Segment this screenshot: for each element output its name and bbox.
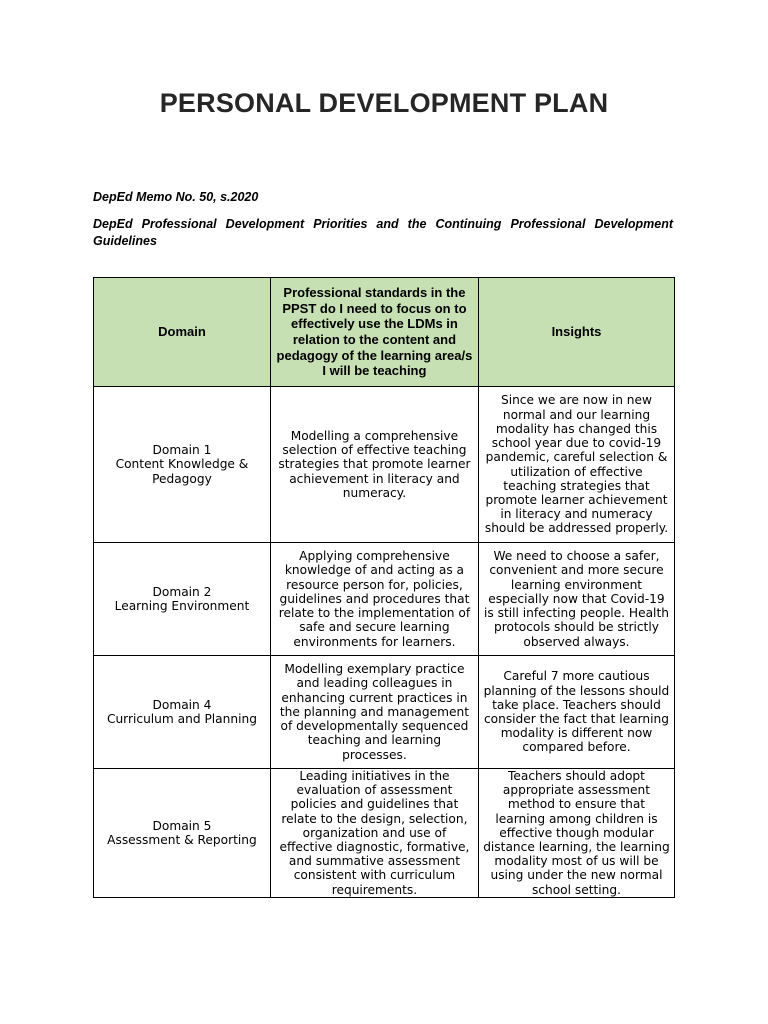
header-standards: Professional standards in the PPST do I need to focus on to effectively use the LDMs in relation to the content and pedagogy of the learning area/s I will be teaching [270,278,478,387]
domain-name: Learning Environment [114,599,250,613]
domain-cell [94,387,271,543]
insight-cell: Since we are now in new normal and our learning modality has changed this school year due to covid-19 pandemic, careful selection & utilization of effective teaching strategies that promote learner achievement in literacy and numeracy should be addressed properly. [478,387,674,543]
domain-number: Domain 2 [152,584,212,599]
insight-cell: We need to choose a safer, convenient and more secure learning environment especially now that Covid-19 is still infecting people. Health protocols should be strictly observed always. [478,543,674,656]
table-row [94,769,675,898]
insight-cell: Careful 7 more cautious planning of the lessons should take place. Teachers should consider the fact that learning modality is different now compared before. [478,656,674,769]
insight-cell: Teachers should adopt appropriate assessment method to ensure that learning among children is effective though modular distance learning, the learning modality most of us will be using under the new normal school setting. [478,769,674,898]
table-row [94,656,675,769]
domain-name: Content Knowledge & Pedagogy [115,457,249,486]
standard-cell: Leading initiatives in the evaluation of assessment policies and guidelines that relate to the design, selection, organization and use of effective diagnostic, formative, and summative assessment consistent with curriculum requirements. [270,769,478,898]
header-domain: Domain [94,278,271,387]
document-subtitle: DepEd Professional Development Priorities and the Continuing Professional Development Guidelines [93,217,673,248]
domain-number: Domain 5 [152,818,212,833]
domain-cell [94,543,271,656]
development-plan-table [93,277,675,898]
domain-number: Domain 4 [152,697,212,712]
memo-reference: DepEd Memo No. 50, s.2020 [93,190,259,204]
domain-cell [94,656,271,769]
header-insights: Insights [478,278,674,387]
table-row [94,543,675,656]
domain-name: Assessment & Reporting [107,832,257,847]
table-row [94,387,675,543]
standard-cell: Applying comprehensive knowledge of and acting as a resource person for, policies, guidelines and procedures that relate to the implementation of safe and secure learning environments for learners. [270,543,478,656]
domain-cell [94,769,271,898]
standard-cell: Modelling a comprehensive selection of effective teaching strategies that promote learner achievement in literacy and numeracy. [270,387,478,543]
table-header-row [94,278,675,387]
domain-name: Curriculum and Planning [106,712,257,726]
domain-number: Domain 1 [152,443,212,458]
document-title: PERSONAL DEVELOPMENT PLAN [159,88,609,118]
standard-cell: Modelling exemplary practice and leading colleagues in enhancing current practices in the planning and management of developmentally sequenced teaching and learning processes. [270,656,478,769]
